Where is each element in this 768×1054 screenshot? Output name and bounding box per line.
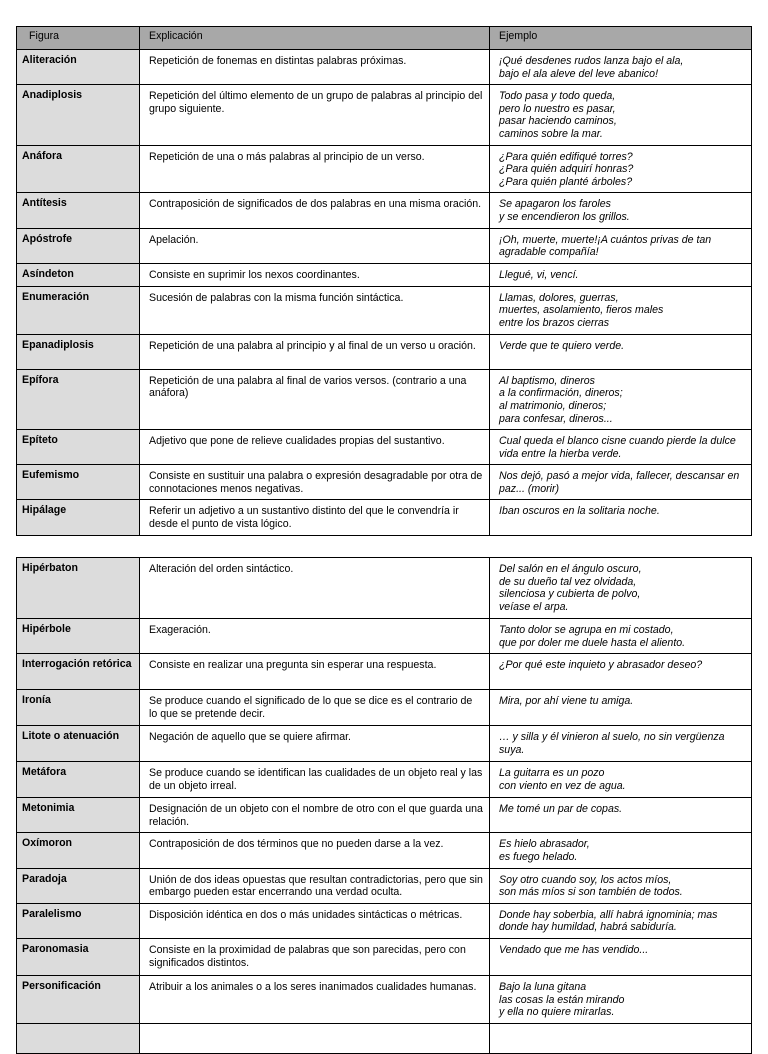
figure-name: Paronomasia: [17, 938, 140, 975]
table-row: [17, 726, 752, 762]
figure-explanation: Apelación.: [140, 228, 490, 263]
table-row: [17, 465, 752, 500]
figure-name: Epíteto: [17, 430, 140, 465]
figure-example: Todo pasa y todo queda, pero lo nuestro es pasar, pasar haciendo caminos, caminos sobre la mar.: [490, 85, 752, 145]
figures-table-2: [16, 557, 752, 1054]
figure-name: Epífora: [17, 369, 140, 429]
figure-explanation: Atribuir a los animales o a los seres inanimados cualidades humanas.: [140, 975, 490, 1023]
table-row: [17, 263, 752, 286]
table-row: [17, 558, 752, 619]
figure-name: Apóstrofe: [17, 228, 140, 263]
table-row: [17, 50, 752, 85]
figure-name: Epanadiplosis: [17, 334, 140, 369]
table-row: [17, 903, 752, 938]
figure-example: Cual queda el blanco cisne cuando pierde la dulce vida entre la hierba verde.: [490, 430, 752, 465]
figure-explanation: Sucesión de palabras con la misma función sintáctica.: [140, 286, 490, 334]
figure-example: Donde hay soberbia, allí habrá ignominia; mas donde hay humildad, habrá sabiduría.: [490, 903, 752, 938]
figure-name: Hipálage: [17, 500, 140, 535]
figure-example: … y silla y él vinieron al suelo, no sin vergüenza suya.: [490, 726, 752, 762]
figure-name: Ironía: [17, 690, 140, 726]
figure-name: Antítesis: [17, 193, 140, 228]
table-row: [17, 868, 752, 903]
figure-explanation: Repetición de una palabra al principio y al final de un verso u oración.: [140, 334, 490, 369]
table-body: [17, 558, 752, 1054]
figure-name: Personificación: [17, 975, 140, 1023]
figure-example: Llegué, vi, vencí.: [490, 263, 752, 286]
figure-name: Metáfora: [17, 762, 140, 798]
table-row: [17, 975, 752, 1023]
table-row: [17, 228, 752, 263]
figure-example: Nos dejó, pasó a mejor vida, fallecer, descansar en paz... (morir): [490, 465, 752, 500]
table-row: [17, 430, 752, 465]
table-row: [17, 334, 752, 369]
figure-name: Hipérbole: [17, 619, 140, 654]
figure-example: Del salón en el ángulo oscuro, de su dueño tal vez olvidada, silenciosa y cubierta de polvo, veíase el arpa.: [490, 558, 752, 619]
figure-explanation: Repetición del último elemento de un grupo de palabras al principio del grupo siguiente.: [140, 85, 490, 145]
figure-example: Soy otro cuando soy, los actos míos, son más míos si son también de todos.: [490, 868, 752, 903]
table-row: [17, 369, 752, 429]
figure-example: ¿Por qué este inquieto y abrasador deseo?: [490, 654, 752, 690]
figure-name: Enumeración: [17, 286, 140, 334]
figure-explanation: Repetición de una o más palabras al principio de un verso.: [140, 145, 490, 193]
figure-example: ¡Oh, muerte, muerte!¡A cuántos privas de tan agradable compañía!: [490, 228, 752, 263]
table-header: [17, 27, 752, 50]
figure-example: Se apagaron los faroles y se encendieron los grillos.: [490, 193, 752, 228]
figure-explanation: Unión de dos ideas opuestas que resultan contradictorias, pero que sin embargo pueden estar encerrando una verdad oculta.: [140, 868, 490, 903]
figure-explanation: Referir un adjetivo a un sustantivo distinto del que le convendría ir desde el punto de vista lógico.: [140, 500, 490, 535]
figure-explanation: Consiste en realizar una pregunta sin esperar una respuesta.: [140, 654, 490, 690]
figure-example: Es hielo abrasador, es fuego helado.: [490, 833, 752, 868]
figure-name: Interrogación retórica: [17, 654, 140, 690]
figure-example: Al baptismo, dineros a la confirmación, dineros; al matrimonio, dineros; para confesar, dineros...: [490, 369, 752, 429]
figure-explanation: Contraposición de dos términos que no pueden darse a la vez.: [140, 833, 490, 868]
figure-explanation: Adjetivo que pone de relieve cualidades propias del sustantivo.: [140, 430, 490, 465]
figure-name: Anáfora: [17, 145, 140, 193]
figure-explanation: Se produce cuando se identifican las cualidades de un objeto real y las de un objeto irreal.: [140, 762, 490, 798]
figure-example: Iban oscuros en la solitaria noche.: [490, 500, 752, 535]
figure-example: La guitarra es un pozo con viento en vez de agua.: [490, 762, 752, 798]
figures-table-1: [16, 26, 752, 536]
figure-example: Bajo la luna gitana las cosas la están mirando y ella no quiere mirarlas.: [490, 975, 752, 1023]
figure-example: ¡Qué desdenes rudos lanza bajo el ala, bajo el ala aleve del leve abanico!: [490, 50, 752, 85]
figure-explanation: Exageración.: [140, 619, 490, 654]
figure-name: Oxímoron: [17, 833, 140, 868]
table-row: [17, 1023, 752, 1053]
figure-name: Aliteración: [17, 50, 140, 85]
table-row: [17, 798, 752, 833]
figure-explanation: Consiste en la proximidad de palabras que son parecidas, pero con significados distintos.: [140, 938, 490, 975]
table-row: [17, 654, 752, 690]
table-row: [17, 938, 752, 975]
figure-name: Eufemismo: [17, 465, 140, 500]
figure-example: Me tomé un par de copas.: [490, 798, 752, 833]
figure-explanation: Consiste en sustituir una palabra o expresión desagradable por otra de connotaciones menos negativas.: [140, 465, 490, 500]
figure-name: Paradoja: [17, 868, 140, 903]
figure-explanation: Designación de un objeto con el nombre de otro con el que guarda una relación.: [140, 798, 490, 833]
figure-explanation: Negación de aquello que se quiere afirmar.: [140, 726, 490, 762]
figure-explanation: Alteración del orden sintáctico.: [140, 558, 490, 619]
figure-explanation: Se produce cuando el significado de lo que se dice es el contrario de lo que se pretende decir.: [140, 690, 490, 726]
figure-example: Llamas, dolores, guerras, muertes, asolamiento, fieros males entre los brazos cierras: [490, 286, 752, 334]
header-figura: Figura: [17, 27, 140, 50]
figure-name: Litote o atenuación: [17, 726, 140, 762]
figure-name: Paralelismo: [17, 903, 140, 938]
figure-name: Hipérbaton: [17, 558, 140, 619]
figure-example: Verde que te quiero verde.: [490, 334, 752, 369]
figure-explanation: Repetición de una palabra al final de varios versos. (contrario a una anáfora): [140, 369, 490, 429]
figure-explanation: Repetición de fonemas en distintas palabras próximas.: [140, 50, 490, 85]
figure-name: Anadiplosis: [17, 85, 140, 145]
table-row: [17, 619, 752, 654]
figure-example: [490, 1023, 752, 1053]
figure-explanation: Contraposición de significados de dos palabras en una misma oración.: [140, 193, 490, 228]
figure-explanation: Disposición idéntica en dos o más unidades sintácticas o métricas.: [140, 903, 490, 938]
table-row: [17, 145, 752, 193]
figure-explanation: [140, 1023, 490, 1053]
table-row: [17, 500, 752, 535]
table-row: [17, 833, 752, 868]
figure-name: Asíndeton: [17, 263, 140, 286]
figure-explanation: Consiste en suprimir los nexos coordinantes.: [140, 263, 490, 286]
table-row: [17, 85, 752, 145]
table-row: [17, 193, 752, 228]
header-explicacion: Explicación: [140, 27, 490, 50]
figure-example: Mira, por ahí viene tu amiga.: [490, 690, 752, 726]
table-row: [17, 690, 752, 726]
figure-name: Metonimia: [17, 798, 140, 833]
figure-example: ¿Para quién edifiqué torres? ¿Para quién adquirí honras? ¿Para quién planté árboles?: [490, 145, 752, 193]
table-row: [17, 762, 752, 798]
table-row: [17, 286, 752, 334]
header-ejemplo: Ejemplo: [490, 27, 752, 50]
figure-name: [17, 1023, 140, 1053]
figure-example: Tanto dolor se agrupa en mi costado, que por doler me duele hasta el aliento.: [490, 619, 752, 654]
table-body: [17, 50, 752, 536]
figure-example: Vendado que me has vendido...: [490, 938, 752, 975]
